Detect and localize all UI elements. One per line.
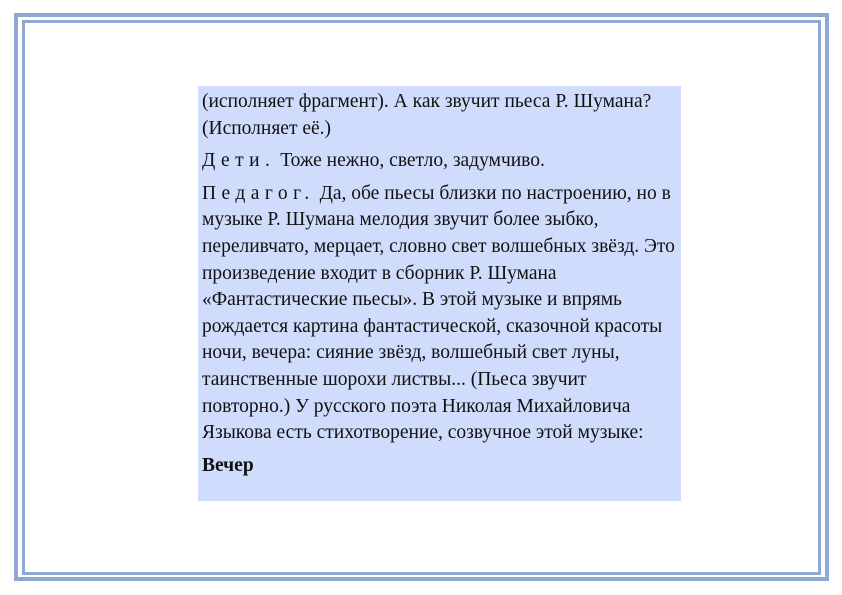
paragraph-children-text: Тоже нежно, светло, задумчиво. [275,150,545,172]
paragraph-intro: (исполняет фрагмент). А как звучит пьеса Р. Шумана? (Исполняет её.) [202,91,652,139]
speaker-children: Дети. [202,150,276,172]
paragraph-teacher [202,181,675,447]
poem-title: Вечер [202,454,254,476]
document-text-box [198,86,681,501]
paragraph-teacher-text: Да, обе пьесы близки по настроению, но в музыке Р. Шумана мелодия звучит более зыбко, переливчато, мерцает, словно свет волшебных звёзд. Это произведение входит в сборник Р. Шумана «Фантастические пьесы». В этой музыке и впрямь рождается картина фантастической, сказочной красоты ночи, вечера: сияние звёзд, волшебный свет луны, таинственные шорохи листвы... (Пьеса звучит повторно.) У русского поэта Николая Михайловича Языкова есть стихотворение, созвучное этой музыке: [202,182,675,444]
speaker-teacher: Педагог. [202,182,315,204]
paragraph-children [202,148,675,175]
